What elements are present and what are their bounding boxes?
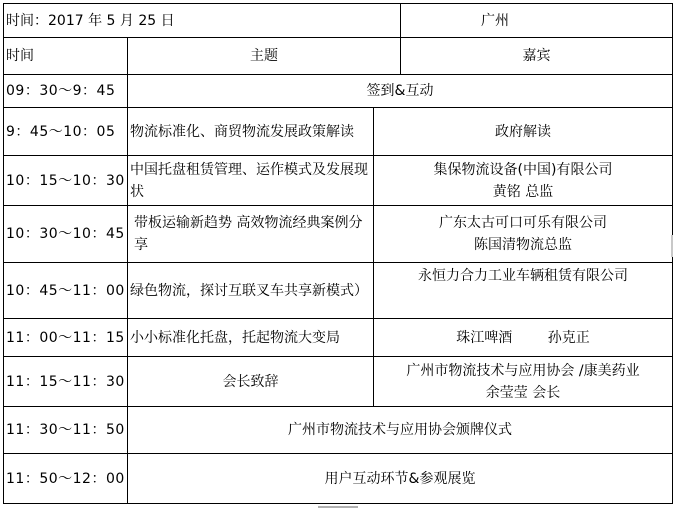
page-edge-mark — [318, 506, 358, 508]
table-row — [4, 319, 673, 357]
guest-company: 广州市物流技术与应用协会 /康美药业 — [406, 362, 640, 379]
guest-cell — [374, 156, 673, 206]
column-header-guest: 嘉宾 — [401, 38, 673, 75]
merged-cell: 用户互动环节&参观展览 — [128, 454, 673, 504]
table-row — [4, 357, 673, 407]
topic-cell: 会长致辞 — [128, 357, 374, 407]
merged-cell: 广州市物流技术与应用协会颁牌仪式 — [128, 407, 673, 454]
guest-person: 余莹莹 会长 — [485, 384, 561, 401]
guest-company: 集保物流设备(中国)有限公司 — [433, 161, 613, 178]
table-row — [4, 407, 673, 454]
guest-cell: 珠江啤酒 孙克正 — [374, 319, 673, 357]
table-row — [4, 156, 673, 206]
guest-cell: 永恒力合力工业车辆租赁有限公司 — [374, 263, 673, 319]
topic-cell: 物流标准化、商贸物流发展政策解读 — [128, 108, 374, 156]
guest-cell — [374, 206, 673, 263]
agenda-table — [3, 3, 673, 504]
table-row — [4, 454, 673, 504]
time-cell: 10：45～11：00 — [4, 263, 128, 319]
time-cell: 11：50～12：00 — [4, 454, 128, 504]
guest-company: 广东太古可口可乐有限公司 — [439, 215, 608, 231]
date-label: 时间：2017 年 5 月 25 日 — [6, 12, 175, 29]
time-cell: 10：15～10：30 — [4, 156, 128, 206]
time-cell: 9：45～10：05 — [4, 108, 128, 156]
header-row — [4, 4, 673, 38]
table-row — [4, 108, 673, 156]
guest-person: 陈国清物流总监 — [474, 237, 573, 253]
page-edge-mark — [671, 235, 673, 257]
location-label: 广州 — [481, 12, 510, 29]
time-cell: 11：30～11：50 — [4, 407, 128, 454]
time-cell: 09：30～9：45 — [4, 75, 128, 108]
table-row — [4, 75, 673, 108]
topic-cell: 绿色物流，探讨互联叉车共享新模式） — [128, 263, 374, 319]
column-header-row — [4, 38, 673, 75]
date-cell — [4, 4, 401, 38]
guest-cell: 政府解读 — [374, 108, 673, 156]
table-row — [4, 263, 673, 319]
column-header-topic: 主题 — [128, 38, 401, 75]
location-cell — [401, 4, 673, 38]
column-header-time: 时间 — [4, 38, 128, 75]
time-cell: 11：00～11：15 — [4, 319, 128, 357]
guest-cell — [374, 357, 673, 407]
time-cell: 11：15～11：30 — [4, 357, 128, 407]
table-row — [4, 206, 673, 263]
time-cell: 10：30～10：45 — [4, 206, 128, 263]
guest-person: 黄铭 总监 — [492, 183, 554, 200]
topic-cell: 小小标准化托盘，托起物流大变局 — [128, 319, 374, 357]
merged-cell: 签到&互动 — [128, 75, 673, 108]
topic-cell: 带板运输新趋势 高效物流经典案例分享 — [128, 206, 374, 263]
topic-cell: 中国托盘租赁管理、运作模式及发展现状 — [128, 156, 374, 206]
